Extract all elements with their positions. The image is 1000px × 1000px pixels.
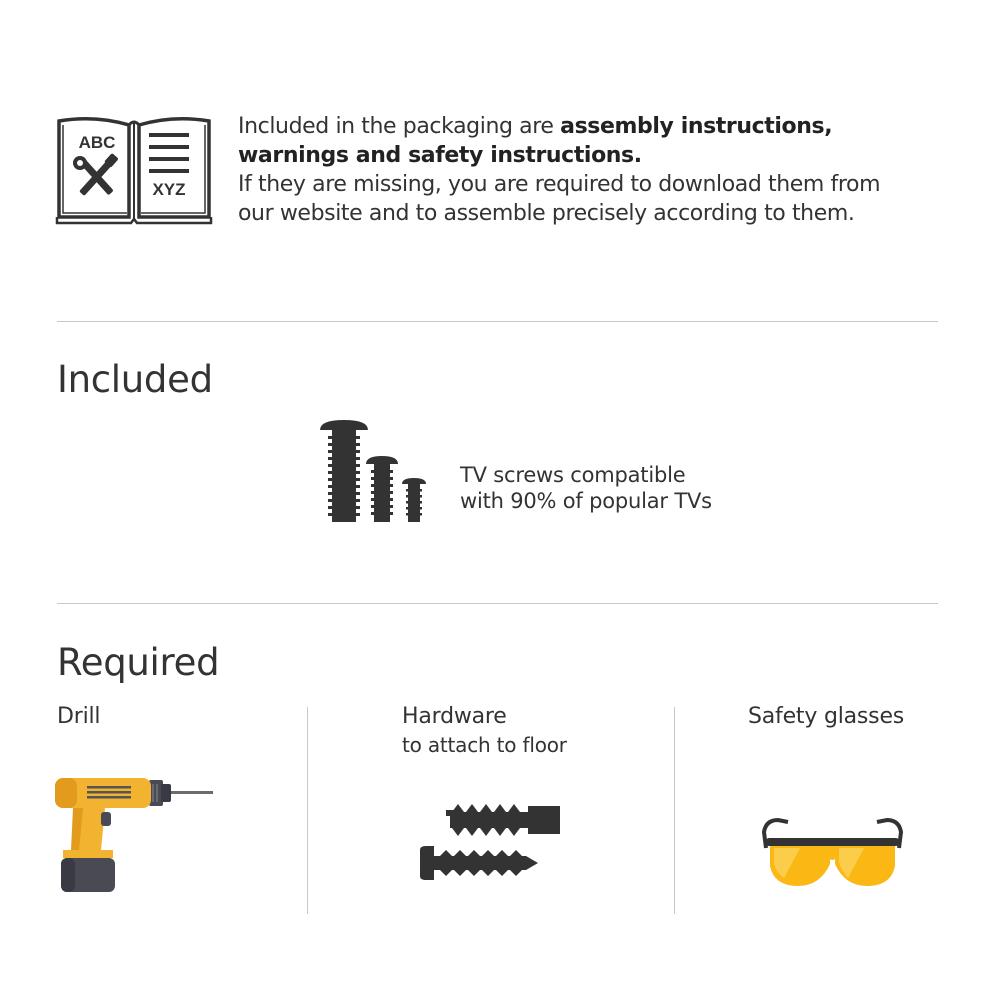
wall-anchor-screws-icon [418, 800, 563, 885]
safety-glasses-icon [760, 812, 905, 892]
included-item-description [460, 462, 800, 514]
included-line1: TV screws compatible [460, 463, 686, 487]
section-divider-2 [57, 603, 938, 604]
hardware-title: Hardware [402, 704, 507, 729]
safety-glasses-title: Safety glasses [748, 704, 905, 729]
screws-icon [318, 418, 430, 526]
included-heading: Included [57, 358, 213, 401]
instructions-line2-bold: warnings and safety instructions. [238, 143, 642, 168]
instructions-paragraph [238, 112, 938, 228]
instructions-line4: our website and to assemble precisely according to them. [238, 201, 855, 226]
manual-right-text: XYZ [152, 180, 186, 199]
instructions-line1-prefix: Included in the packaging are [238, 114, 561, 139]
required-heading: Required [57, 641, 220, 684]
drill-icon [53, 772, 218, 894]
section-divider-1 [57, 321, 938, 322]
instruction-manual-icon [55, 113, 213, 225]
manual-left-text: ABC [78, 133, 116, 152]
hardware-subtitle: to attach to floor [402, 733, 567, 757]
column-divider-1 [307, 707, 308, 914]
drill-title: Drill [57, 704, 101, 729]
column-divider-2 [674, 707, 675, 914]
instructions-line3: If they are missing, you are required to download them from [238, 172, 881, 197]
included-line2: with 90% of popular TVs [460, 489, 712, 513]
instructions-line1-bold: assembly instructions, [560, 114, 833, 139]
